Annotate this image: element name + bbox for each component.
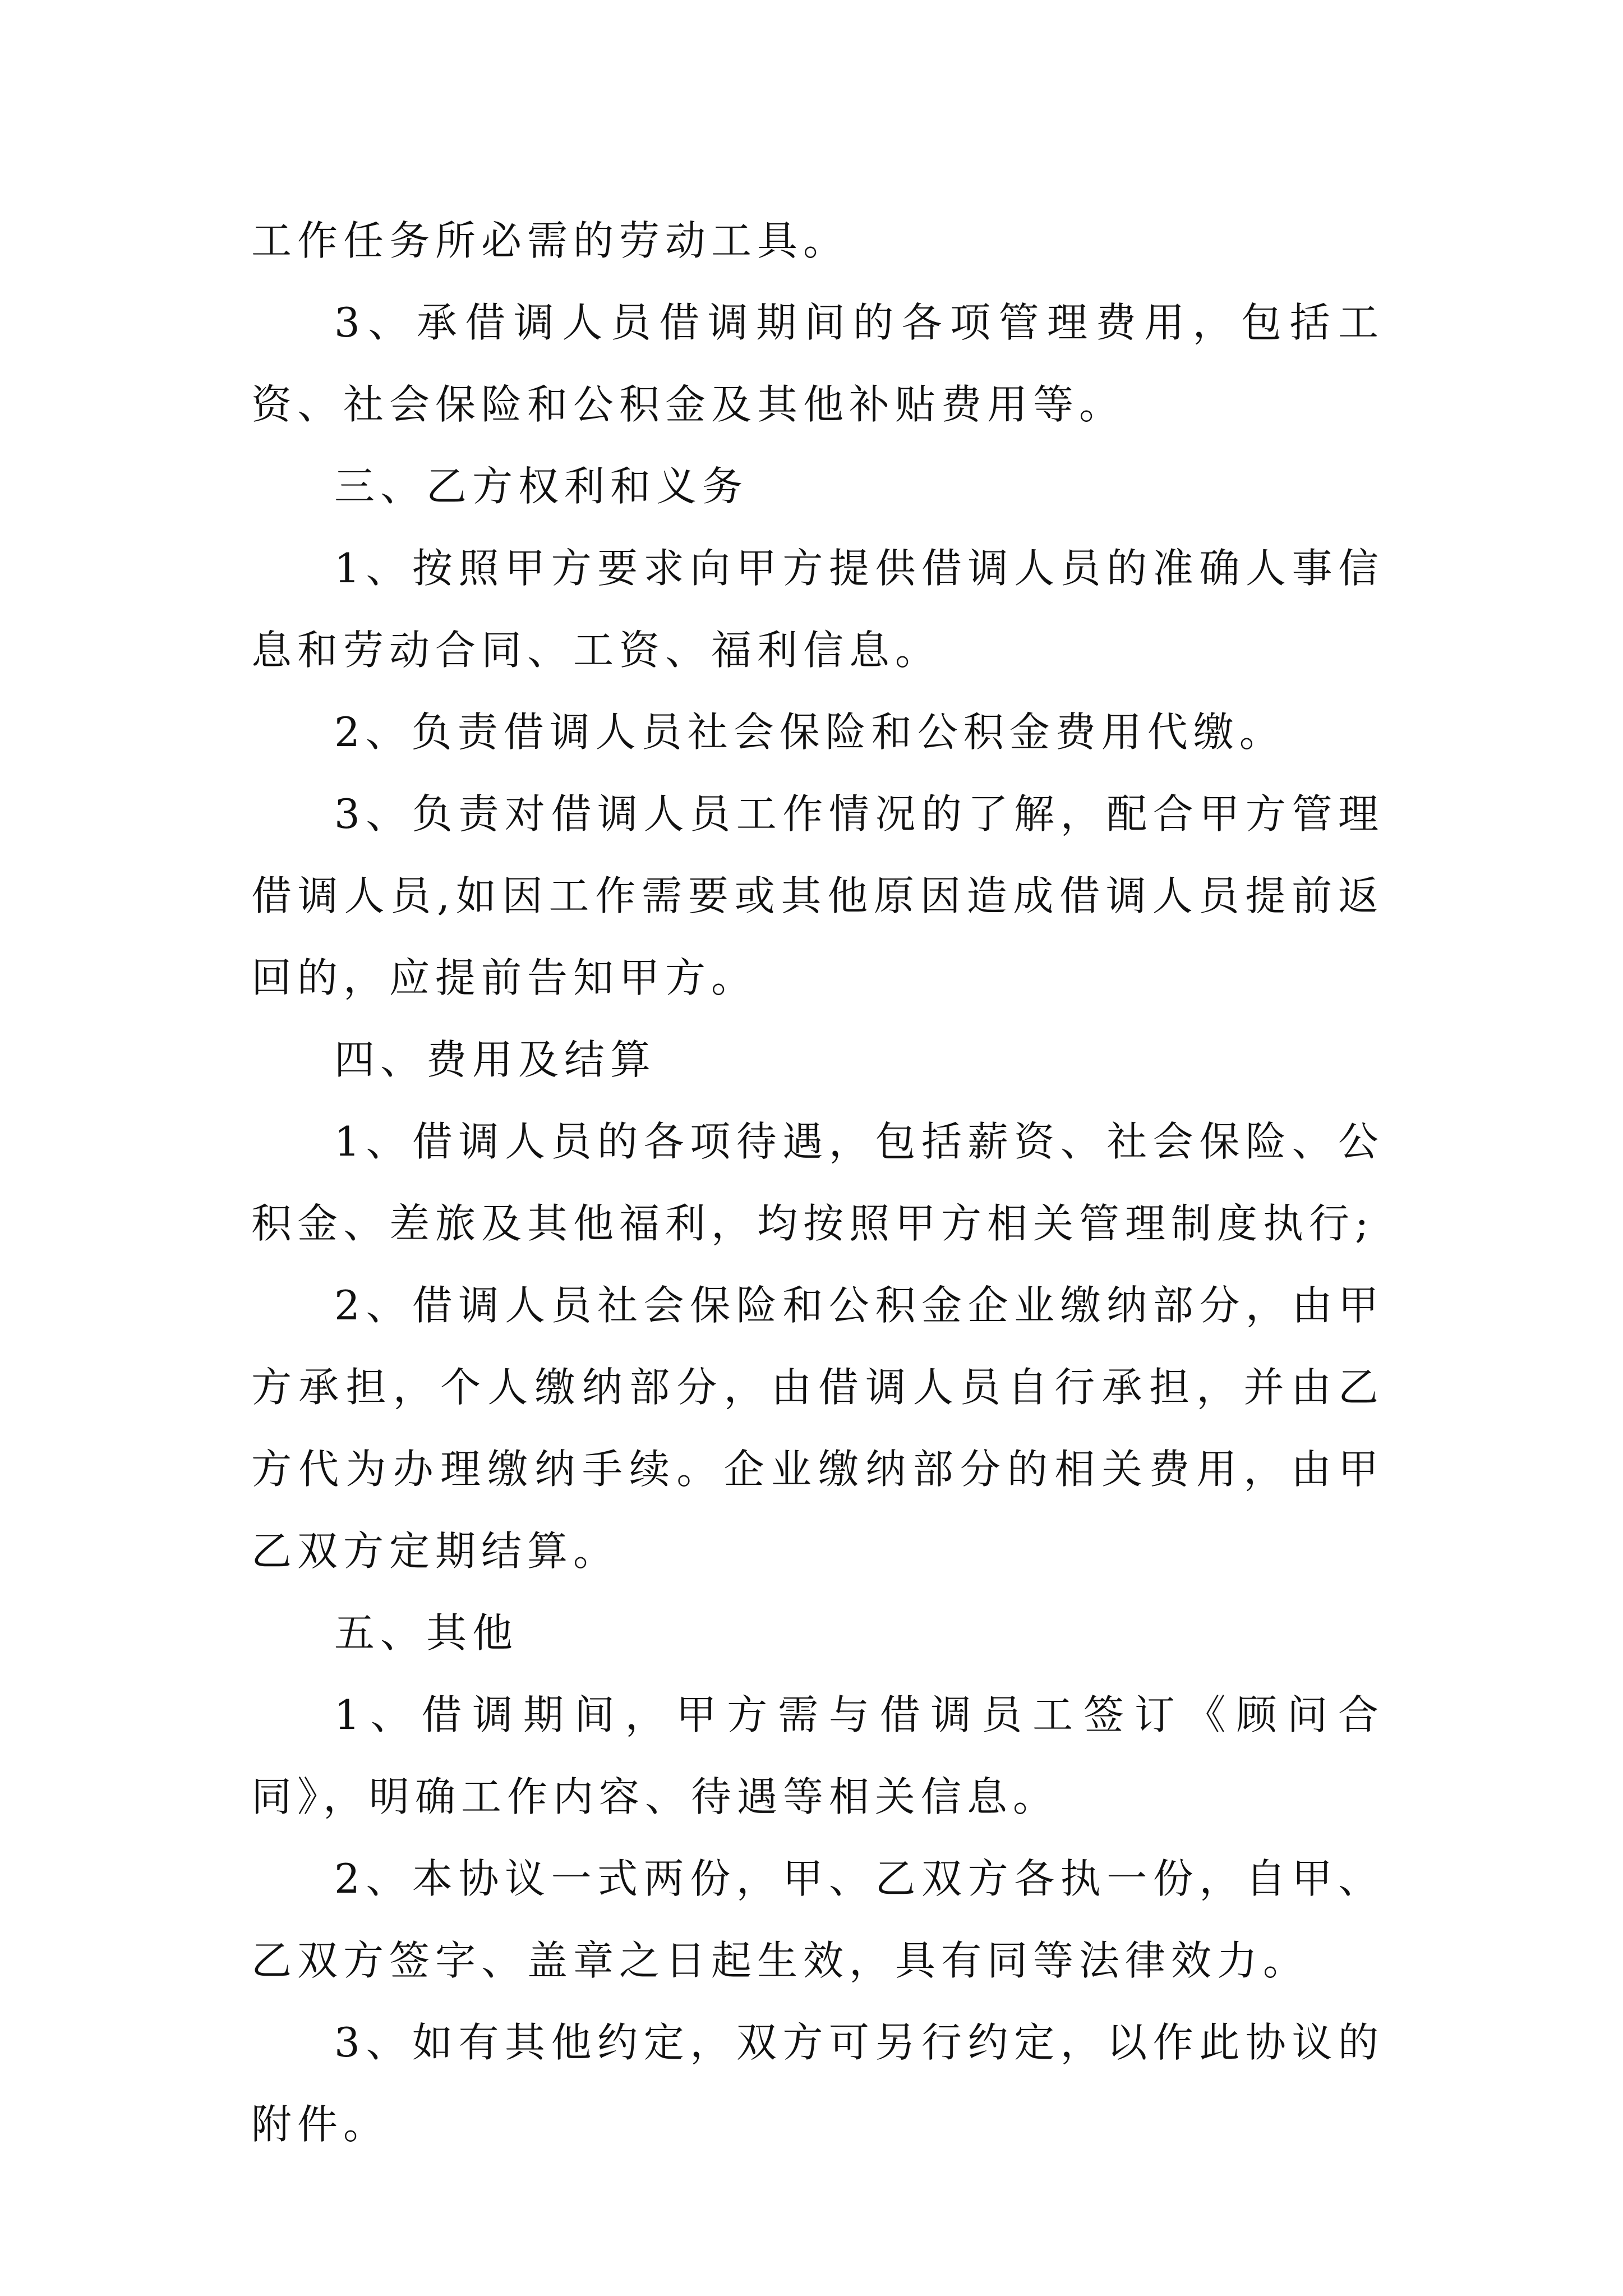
document-body: [251, 200, 1384, 2165]
paragraph-c1: 1、借调人员的各项待遇，包括薪资、社会保险、公积金、差旅及其他福利，均按照甲方相关管理制度执行;: [251, 1118, 1384, 1247]
section-heading-3: 三、乙方权利和义务: [334, 463, 749, 510]
paragraph-b3: 3、负责对借调人员工作情况的了解，配合甲方管理借调人员,如因工作需要或其他原因造成借调人员提前返回的，应提前告知甲方。: [251, 790, 1384, 1001]
paragraph-continued: 工作任务所必需的劳动工具。: [251, 217, 850, 264]
paragraph-b2: 2、负责借调人员社会保险和公积金费用代缴。: [334, 708, 1285, 756]
paragraph-a3: 3、承借调人员借调期间的各项管理费用，包括工资、社会保险和公积金及其他补贴费用等。: [251, 299, 1384, 428]
section-heading-5: 五、其他: [334, 1609, 519, 1657]
paragraph-d2: 2、本协议一式两份，甲、乙双方各执一份，自甲、乙双方签字、盖章之日起生效，具有同等法律效力。: [251, 1855, 1384, 1984]
paragraph-c2: 2、借调人员社会保险和公积金企业缴纳部分，由甲方承担，个人缴纳部分，由借调人员自行承担，并由乙方代为办理缴纳手续。企业缴纳部分的相关费用，由甲乙双方定期结算。: [251, 1282, 1384, 1575]
section-heading-4: 四、费用及结算: [334, 1036, 657, 1083]
paragraph-d3: 3、如有其他约定，双方可另行约定，以作此协议的附件。: [251, 2019, 1384, 2148]
paragraph-b1: 1、按照甲方要求向甲方提供借调人员的准确人事信息和劳动合同、工资、福利信息。: [251, 545, 1384, 674]
paragraph-d1: 1、借调期间，甲方需与借调员工签订《顾问合同》，明确工作内容、待遇等相关信息。: [251, 1691, 1384, 1820]
